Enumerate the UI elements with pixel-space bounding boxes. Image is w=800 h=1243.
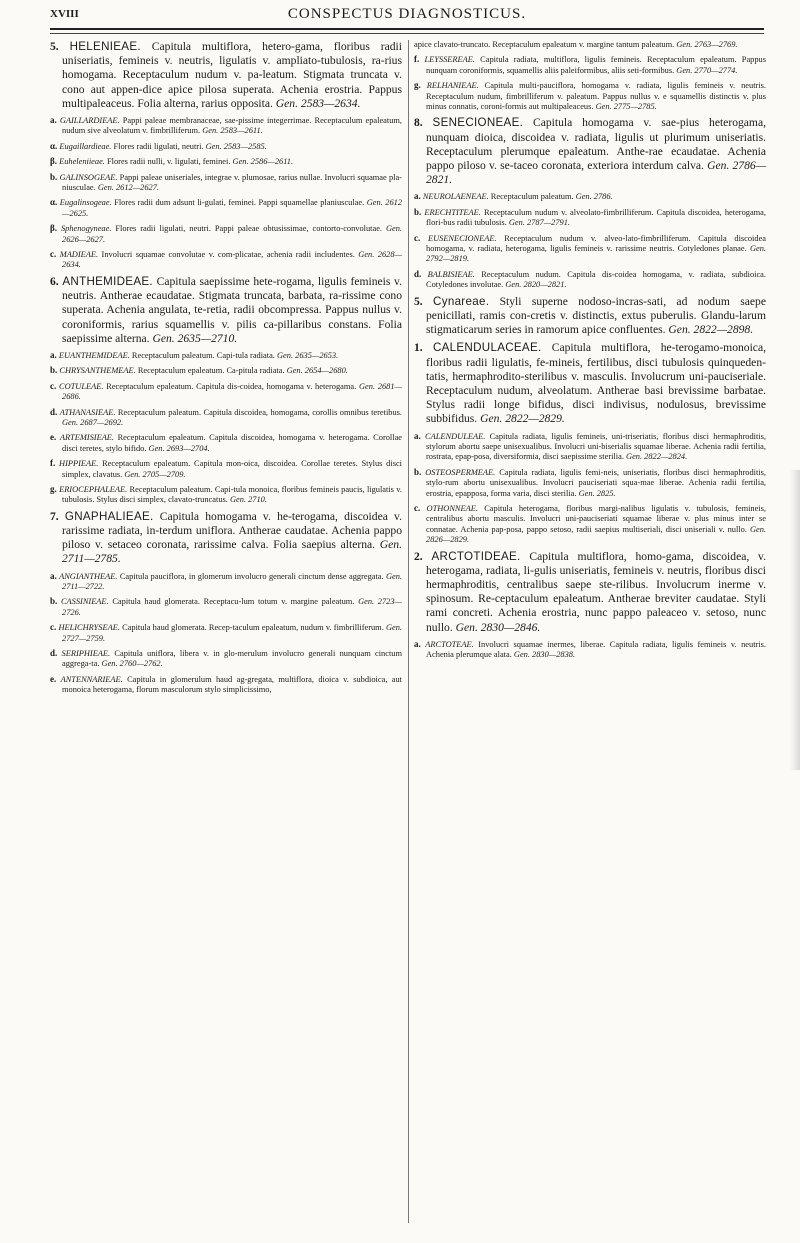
entry-number: 8. — [414, 116, 423, 130]
entry-label: d. — [50, 648, 58, 659]
subtribe-name: OTHONNEAE. — [426, 503, 478, 513]
genus-range: Gen. 2583—2634. — [275, 96, 361, 110]
genus-range: Gen. 2654—2680. — [286, 366, 348, 376]
subtribe-entry — [414, 54, 766, 76]
genus-range: Gen. 2723—2726. — [62, 597, 403, 617]
subtribe-name: EUANTHEMIDEAE. — [58, 350, 130, 360]
entry-number: 6. — [50, 274, 59, 288]
tribe-name: CALENDULACEAE. — [432, 341, 542, 355]
entry-text: Receptaculum nudum. Capitula dis-coidea homogama, v. radiata, subdioica. Cotyledones involutae. — [426, 269, 766, 290]
subtribe-entry — [50, 596, 402, 618]
entry-text: Receptaculum paleatum. — [488, 192, 576, 202]
subtribe-entry — [50, 571, 402, 593]
header-rule — [50, 28, 764, 30]
entry-text: Capitula uniflora, libera v. in glo-merulum involucro generali nunquam cinctum aggrega-ta. — [62, 649, 402, 669]
entry-text: Styli superne nodoso-incras-sati, ad nodum saepe penicillati, ramis con-cretis v. distinctis, extus puberulis. Glandu-larum stigmaticarum series in ramorum apice confluentes. — [426, 294, 766, 337]
subtribe-entry — [50, 432, 402, 454]
entry-label: β. — [50, 156, 57, 167]
subtribe-name: COTULEAE. — [59, 381, 104, 391]
entry-label: g. — [50, 483, 57, 494]
entry-text: Involucri squamae inermes, liberae. Capitula radiata, ligulis femineis v. neutris. Achenia plerumque alata. — [426, 639, 766, 660]
tribe-entry — [50, 275, 402, 346]
genus-range: Gen. 2711—2785. — [62, 538, 402, 566]
tribe-name: Cynareae. — [433, 294, 490, 308]
genus-range: Gen. 2583—2585. — [205, 141, 267, 151]
genus-range: Gen. 2635—2653. — [277, 350, 339, 360]
tribe-name: ARCTOTIDEAE. — [431, 549, 521, 563]
entry-number: 5. — [414, 294, 423, 308]
genus-range: Gen. 2822—2829. — [480, 412, 565, 426]
subtribe-entry — [50, 249, 402, 271]
subtribe-entry — [50, 141, 402, 152]
tribe-entry — [414, 116, 766, 187]
subtribe-entry — [50, 648, 402, 670]
tribe-entry — [414, 550, 766, 635]
page-number: XVIII — [50, 8, 79, 20]
subtribe-name: RELHANIEAE. — [426, 81, 479, 91]
subtribe-entry — [414, 233, 766, 265]
subtribe-entry — [414, 40, 766, 50]
entry-text: Capitula saepissime hete-rogama, ligulis femineis v. neutris. Antherae ecaudatae. Stigmata truncata, barbata, ra-rissime cono superata. Achenia angulata, te-retia, radii obcompressa. Pappus nullus v. coroniformis, rarius squamellis v. pilis ca-pillaribus constans. Folia saepissime alterna. — [62, 274, 402, 345]
entry-label: c. — [414, 502, 421, 513]
subtribe-entry — [414, 431, 766, 463]
genus-range: Gen. 2792—2819. — [426, 244, 766, 264]
genus-range: Gen. 2760—2762. — [101, 659, 163, 669]
entry-text: Receptaculum epaleatum. Capitula dis-coidea, homogama v. heterogama. — [103, 381, 359, 391]
genus-range: Gen. 2822—2824. — [626, 452, 688, 462]
entry-label: b. — [50, 365, 58, 376]
subtribe-entry — [414, 80, 766, 112]
subtribe-entry — [50, 115, 402, 137]
entry-text: Flores radii ligulati, neutri. — [111, 141, 206, 151]
page-header — [50, 6, 764, 26]
subtribe-name: Sphenogyneae. — [60, 224, 112, 234]
subtribe-entry — [50, 197, 402, 219]
entry-label: α. — [50, 140, 58, 151]
genus-range: Gen. 2628—2634. — [62, 250, 402, 270]
entry-label: a. — [414, 430, 421, 441]
subtribe-name: NEUROLAENEAE. — [422, 192, 489, 202]
entry-text: Capitula multi-pauciflora, homogama v. radiata, ligulis femineis v. neutris. Receptaculum nudum, fimbrilliferum v. paleatum. Pappus nullus v. e squamellis distinctis v. plus minus connatis, coroni-formis aut multipaleaceus. — [426, 81, 766, 112]
entry-label: d. — [50, 406, 58, 417]
entry-label: b. — [414, 206, 422, 217]
entry-text: Capitula multiflora, hetero-gama, floribus radii uniseriatis, femineis v. neutris, ligulatis v. ampliato-tubulosis, ra-rius homogama. Receptaculum nudum v. pa-leatum. Stigmata truncata v. cono aut appen-dice apice pilosa superata. Achenia erostria. Pappus multipaleaceus. Folia alterna, rarius opposita. — [62, 40, 402, 110]
entry-label: a. — [414, 638, 421, 649]
subtribe-name: GAILLARDIEAE. — [59, 116, 120, 126]
genus-range: Gen. 2687—2692. — [62, 417, 124, 427]
entry-text: Receptaculum nudum v. alveolato-fimbrilliferum. Capitula discoidea, heterogama, flori-bus radii tubulosis. — [426, 207, 766, 228]
entry-label: c. — [50, 622, 57, 633]
entry-label: e. — [50, 673, 57, 684]
subtribe-name: CALENDULEAE. — [425, 431, 486, 441]
tribe-name: GNAPHALIEAE. — [64, 509, 154, 523]
subtribe-entry — [414, 269, 766, 291]
genus-range: Gen. 2820—2821. — [505, 280, 567, 290]
subtribe-name: LEYSSEREAE. — [424, 55, 475, 65]
genus-range: Gen. 2626—2627. — [62, 224, 403, 244]
entry-text: Capitula in glomerulum haud ag-gregata, multiflora, dioica v. subdioica, aut monoica heterogama, florum masculorum stylo simplicissimo, — [62, 674, 403, 695]
entry-label: e. — [50, 432, 57, 443]
subtribe-entry — [414, 207, 766, 229]
subtribe-name: ERIOCEPHALEAE. — [59, 484, 128, 494]
entry-text: Capitula multiflora, he-terogamo-monoica, floribus radii ligulatis, fe-mineis, fertilibus, disci tubulosis quinqueden-tatis, hermaphrodito-sterilibus v. masculis. Involucrum uni-pauciseriale. Receptaculum nudum, alveolatum. Antherae basi brevissime barbatae. Stylus radii longe bifidus, disci indivisus, nodulosus, brevissime subbifidus. — [426, 341, 766, 426]
subtribe-name: CHRYSANTHEMEAE. — [59, 366, 136, 376]
subtribe-entry — [50, 172, 402, 194]
subtribe-entry — [50, 458, 402, 480]
subtribe-entry — [50, 350, 402, 361]
genus-range: Gen. 2786—2821. — [426, 159, 766, 187]
genus-range: Gen. 2787—2791. — [508, 218, 571, 228]
subtribe-name: EUSENECIONEAE. — [427, 233, 497, 243]
tribe-name: HELENIEAE. — [69, 40, 141, 53]
genus-range: Gen. 2635—2710. — [152, 331, 238, 345]
entry-number: 2. — [414, 549, 423, 563]
genus-range: Gen. 2763—2769. — [676, 40, 738, 49]
subtribe-name: ANTENNARIEAE. — [60, 674, 123, 684]
entry-text: Pappi paleae uniseriales, integrae v. plumosae, rarius nullae. Involucri squamae pla-niusculae. — [62, 172, 402, 193]
subtribe-name: HELICHRYSEAE. — [58, 623, 120, 633]
subtribe-entry — [50, 407, 402, 429]
genus-range: Gen. 2583—2611. — [202, 126, 263, 136]
genus-range: Gen. 2681—2686. — [62, 381, 402, 402]
entry-text: Capitula pauciflora, in glomerum involucro generali cinctum dense aggregata. — [117, 571, 386, 581]
entry-text: Pappi paleae membranaceae, sae-pissime integerrimae. Receptaculum epaleatum, nudum sive alveolatum v. fimbrilliferum. — [62, 116, 402, 136]
entry-text: Receptaculum epaleatum. Capitula mon-oica, discoidea. Corollae teretes. Stylus disci simplex, clavatus. — [62, 459, 402, 479]
genus-range: Gen. 2825. — [578, 488, 616, 498]
tribe-entry — [414, 295, 766, 338]
subtribe-entry — [50, 365, 402, 376]
entry-label: a. — [50, 570, 57, 581]
subtribe-name: ERECHTITEAE. — [424, 207, 481, 217]
entry-label: f. — [414, 54, 420, 65]
subtribe-entry — [50, 156, 402, 167]
entry-label: b. — [50, 171, 58, 182]
column-divider — [408, 40, 409, 1223]
entry-text: Flores radii dum adsunt li-gulati, feminei. Pappi squamellae planiusculae. — [111, 198, 367, 208]
entry-text: Capitula haud glomerata. Recep-taculum epaleatum, nudum v. fimbrilliferum. — [119, 623, 386, 633]
entry-text: Capitula radiata, ligulis femi-neis, uniseriatis, floribus disci hermaphroditis, stylo-rum abortu unisexualibus. Involucri pauciseriati squa-mae liberae. Achenia radii fertilia, erostria, epapposa, forma varia, disci sterilia. — [426, 467, 767, 498]
tribe-entry — [50, 40, 402, 111]
genus-range: Gen. 2822—2898. — [668, 323, 754, 337]
subtribe-name: BALBISIEAE. — [427, 269, 475, 279]
left-column — [50, 40, 402, 700]
genus-range: Gen. 2775—2785. — [595, 102, 657, 112]
entry-number: 5. — [50, 40, 59, 53]
tribe-entry — [414, 341, 766, 426]
entry-text: Receptaculum nudum v. alveo-lato-fimbrilliferum. Capitula discoidea homogama, v. radiata, heterogama, ligulis femineis v. rarissime neutris. Cotyledones planae. — [426, 233, 767, 254]
genus-range: Gen. 2727—2759. — [62, 623, 403, 643]
subtribe-name: ATHANASIEAE. — [59, 407, 116, 417]
subtribe-entry — [50, 223, 402, 245]
subtribe-entry — [50, 674, 402, 696]
subtribe-entry — [50, 381, 402, 403]
entry-text: Receptaculum paleatum. Capi-tula radiata. — [129, 350, 277, 360]
subtribe-name: GALINSOGEAE. — [59, 172, 118, 182]
entry-label: f. — [50, 458, 56, 469]
tribe-name: ANTHEMIDEAE. — [62, 274, 153, 288]
subtribe-name: OSTEOSPERMEAE. — [425, 467, 496, 477]
subtribe-name: MADIEAE. — [59, 250, 99, 260]
entry-text: Capitula homogama v. he-terogama, discoidea v. rarissime radiata, in-terdum uniflora. Antherae caudatae. Achenia pappo piloso v. setaceo coronata, rarissime calva. Folia saepius alterna. — [62, 509, 403, 552]
genus-range: Gen. 2710. — [229, 495, 267, 505]
entry-text: Receptaculum epaleatum. Ca-pitula radiata. — [135, 366, 287, 376]
entry-text: Capitula multiflora, homo-gama, discoidea, v. heterogama, radiata, li-gulis uniseriatis, femineis v. neutris, floribus disci hermaphroditis, centralibus saepe ste-rilibus. Involucrum inerme v. spinosum. Re-ceptaculum epaleatum. Antherae breviter caudatae. Styli rami concreti. Achenia erostria, nunc pappo paleaceo v. setoso, nunc nullo. — [426, 549, 766, 634]
entry-text: Receptaculum epaleatum. Capitula discoidea, homogama v. heterogama. Corollae disci teretes, stylo bifido. — [62, 433, 403, 453]
entry-text: Capitula radiata, multiflora, ligulis femineis. Receptaculum epaleatum. Pappus nunquam coroniformis, squamellis aliis paleiformibus, aliis seti-formibus. — [426, 55, 766, 75]
entry-label: a. — [414, 191, 421, 202]
genus-range: Gen. 2770—2774. — [676, 65, 738, 75]
entry-label: a. — [50, 115, 57, 126]
subtribe-entry — [414, 467, 766, 499]
subtribe-entry — [50, 622, 402, 644]
subtribe-name: SERIPHIEAE. — [61, 649, 111, 659]
right-column — [414, 40, 766, 665]
entry-number: 1. — [414, 341, 423, 355]
genus-range: Gen. 2830—2838. — [513, 650, 576, 660]
genus-range: Gen. 2786. — [575, 192, 613, 202]
entry-label: g. — [414, 80, 421, 91]
subtribe-name: ARTEMISIEAE. — [59, 433, 115, 443]
tribe-name: SENECIONEAE. — [432, 116, 524, 130]
running-title: CONSPECTUS DIAGNOSTICUS. — [287, 6, 527, 22]
genus-range: Gen. 2705—2709. — [124, 469, 186, 479]
entry-label: c. — [50, 380, 57, 391]
subtribe-name: HIPPIEAE. — [59, 459, 99, 469]
entry-label: a. — [50, 349, 57, 360]
entry-text: Flores radii ligulati, neutri. Pappi paleae obtusissimae, contorto-convolutae. — [111, 224, 386, 234]
subtribe-name: CASSINIEAE. — [60, 597, 109, 607]
subtribe-name: Eugalinsogeae. — [59, 198, 112, 208]
genus-range: Gen. 2830—2846. — [455, 620, 541, 634]
entry-text: Receptaculum paleatum. Capi-tula monoica, floribus femineis paucis, ligulatis v. tubulosis. Stylus disci simplex, clavato-truncatus. — [62, 484, 402, 505]
entry-number: 7. — [50, 509, 59, 523]
tribe-entry — [50, 510, 402, 567]
genus-range: Gen. 2586—2611. — [232, 157, 294, 167]
entry-text: Capitula haud glomerata. Receptacu-lum totum v. margine paleatum. — [108, 597, 359, 607]
subtribe-entry — [50, 484, 402, 506]
entry-text: Involucri squamae convolutae v. com-plicatae, achenia radii includentes. — [98, 250, 359, 260]
genus-range: Gen. 2711—2722. — [62, 571, 403, 591]
entry-label: β. — [50, 223, 57, 234]
genus-range: Gen. 2612—2627. — [97, 183, 160, 193]
subtribe-name: ANGIANTHEAE. — [59, 571, 118, 581]
subtribe-entry — [414, 639, 766, 661]
header-rule-thin — [50, 33, 764, 34]
entry-label: α. — [50, 197, 58, 208]
entry-text: Capitula heterogama, floribus margi-nalibus ligulatis v. tubulosis, femineis, centralibus abortu masculis. Involucri uni-pauciseriati squamae liberae v. plus minus inter se connatae. Achenia pap-posa, pappo setoso, radii saepius multiseriali, disci uniseriali v. nullo. — [426, 503, 766, 534]
entry-text: Flores radii nulli, v. ligulati, feminei. — [104, 157, 233, 167]
entry-label: b. — [414, 466, 422, 477]
subtribe-entry — [414, 191, 766, 202]
subtribe-name: Eugaillardieae. — [59, 141, 112, 151]
subtribe-entry — [414, 503, 766, 546]
entry-text: Receptaculum paleatum. Capitula discoidea, homogama, corollis omnibus teretibus. — [115, 407, 403, 417]
entry-label: d. — [414, 268, 422, 279]
genus-range: Gen. 2826—2829. — [426, 524, 766, 545]
entry-label: b. — [50, 596, 58, 607]
subtribe-name: ARCTOTEAE. — [425, 639, 474, 649]
entry-text: apice clavato-truncato. Receptaculum epaleatum v. margine tantum paleatum. — [414, 40, 677, 49]
page-edge-shadow — [790, 470, 800, 770]
entry-text: Capitula radiata, ligulis femineis, uni-triseriatis, floribus disci hermaphroditis, stylorum abortu saepe unisexualibus. Involucri uni-biserialis squamae liberae. Achenia radii fertilia, rostrata, epap-posa, diversiformia, disci saepissime sterilia. — [426, 431, 767, 462]
entry-text: Capitula homogama v. sae-pius heterogama, nunquam dioica, discoidea v. radiata, ligulis ut plurimum uniseriatis. Receptaculum plerumque epaleatum. Anthe-rae ecaudatae. Achenia pappo piloso v. se-taceo coronata, exteriora interdum calva. — [426, 116, 766, 173]
genus-range: Gen. 2693—2704. — [148, 443, 210, 453]
entry-label: c. — [414, 232, 421, 243]
genus-range: Gen. 2612—2625. — [62, 198, 403, 218]
entry-label: c. — [50, 249, 57, 260]
subtribe-name: Euheleniieae. — [59, 157, 105, 167]
